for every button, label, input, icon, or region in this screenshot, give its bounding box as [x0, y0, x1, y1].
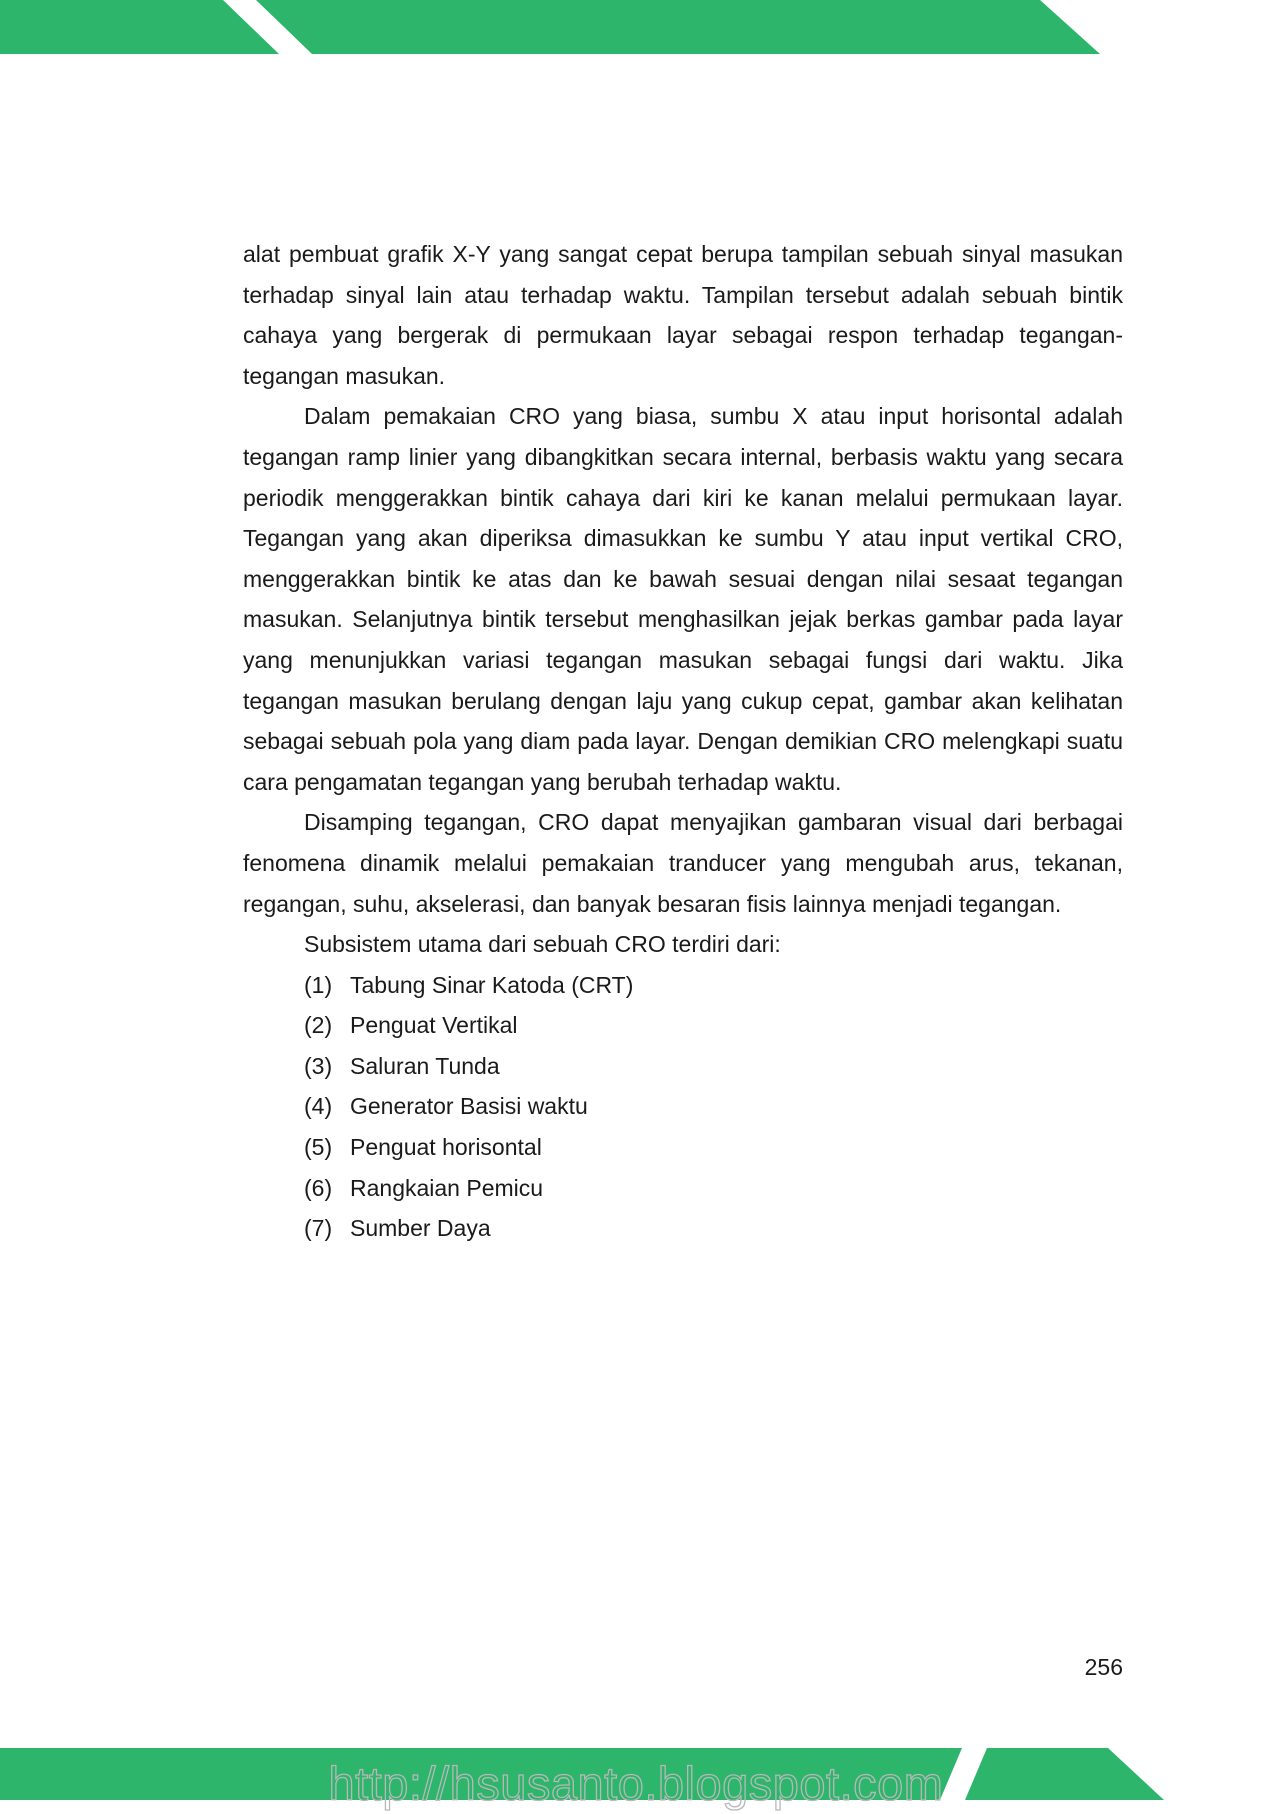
paragraph-intro: alat pembuat grafik X-Y yang sangat cepat berupa tampilan sebuah sinyal masukan terhadap sinyal lain atau terhadap waktu. Tampilan tersebut adalah sebuah bintik cahaya yang bergerak di permukaan layar sebagai respon terhadap tegangan-tegangan masukan. — [243, 241, 1123, 389]
list-item-text: Saluran Tunda — [350, 1052, 500, 1079]
list-item — [243, 1168, 1123, 1209]
list-item — [243, 1005, 1123, 1046]
paragraph-subsystem-intro: Subsistem utama dari sebuah CRO terdiri dari: — [304, 931, 781, 958]
list-item-number: (5) — [304, 1134, 333, 1161]
top-header-band — [0, 0, 1272, 60]
list-item-number: (3) — [304, 1052, 333, 1079]
list-item-text: Penguat horisontal — [350, 1134, 542, 1161]
paragraph-cro-usage: Dalam pemakaian CRO yang biasa, sumbu X atau input horisontal adalah tegangan ramp linier yang dibangkitkan secara internal, berbasis waktu yang secara periodik menggerakkan bintik cahaya dari kiri ke kanan melalui permukaan layar. Tegangan yang akan diperiksa dimasukkan ke sumbu Y atau input vertikal CRO, menggerakkan bintik ke atas dan ke bawah sesuai dengan nilai sesaat tegangan masukan. Selanjutnya bintik tersebut menghasilkan jejak berkas gambar pada layar yang menunjukkan variasi tegangan masukan sebagai fungsi dari waktu. Jika tegangan masukan berulang dengan laju yang cukup cepat, gambar akan kelihatan sebagai sebuah pola yang diam pada layar. Dengan demikian CRO melengkapi suatu cara pengamatan tegangan yang berubah terhadap waktu. — [243, 403, 1123, 795]
page-number: 256 — [1084, 1654, 1123, 1680]
list-item — [243, 1208, 1123, 1249]
list-item-text: Tabung Sinar Katoda (CRT) — [350, 971, 634, 998]
page-content — [243, 234, 1123, 1249]
subsystem-list — [243, 965, 1123, 1249]
watermark-url: http://hsusanto.blogspot.com — [328, 1757, 944, 1810]
list-item — [243, 1046, 1123, 1087]
list-item-number: (2) — [304, 1012, 333, 1039]
list-item — [243, 1127, 1123, 1168]
list-item — [243, 1086, 1123, 1127]
list-item-number: (4) — [304, 1093, 333, 1120]
list-item-text: Penguat Vertikal — [350, 1012, 518, 1039]
list-item-number: (6) — [304, 1174, 333, 1201]
list-item-text: Rangkaian Pemicu — [350, 1174, 544, 1201]
paragraph-cro-transducer: Disamping tegangan, CRO dapat menyajikan gambaran visual dari berbagai fenomena dinamik melalui pemakaian tranducer yang mengubah arus, tekanan, regangan, suhu, akselerasi, dan banyak besaran fisis lainnya menjadi tegangan. — [243, 809, 1123, 917]
list-item — [243, 965, 1123, 1006]
list-item-number: (7) — [304, 1215, 333, 1242]
list-item-number: (1) — [304, 971, 333, 998]
list-item-text: Sumber Daya — [350, 1215, 491, 1242]
list-item-text: Generator Basisi waktu — [350, 1093, 588, 1120]
